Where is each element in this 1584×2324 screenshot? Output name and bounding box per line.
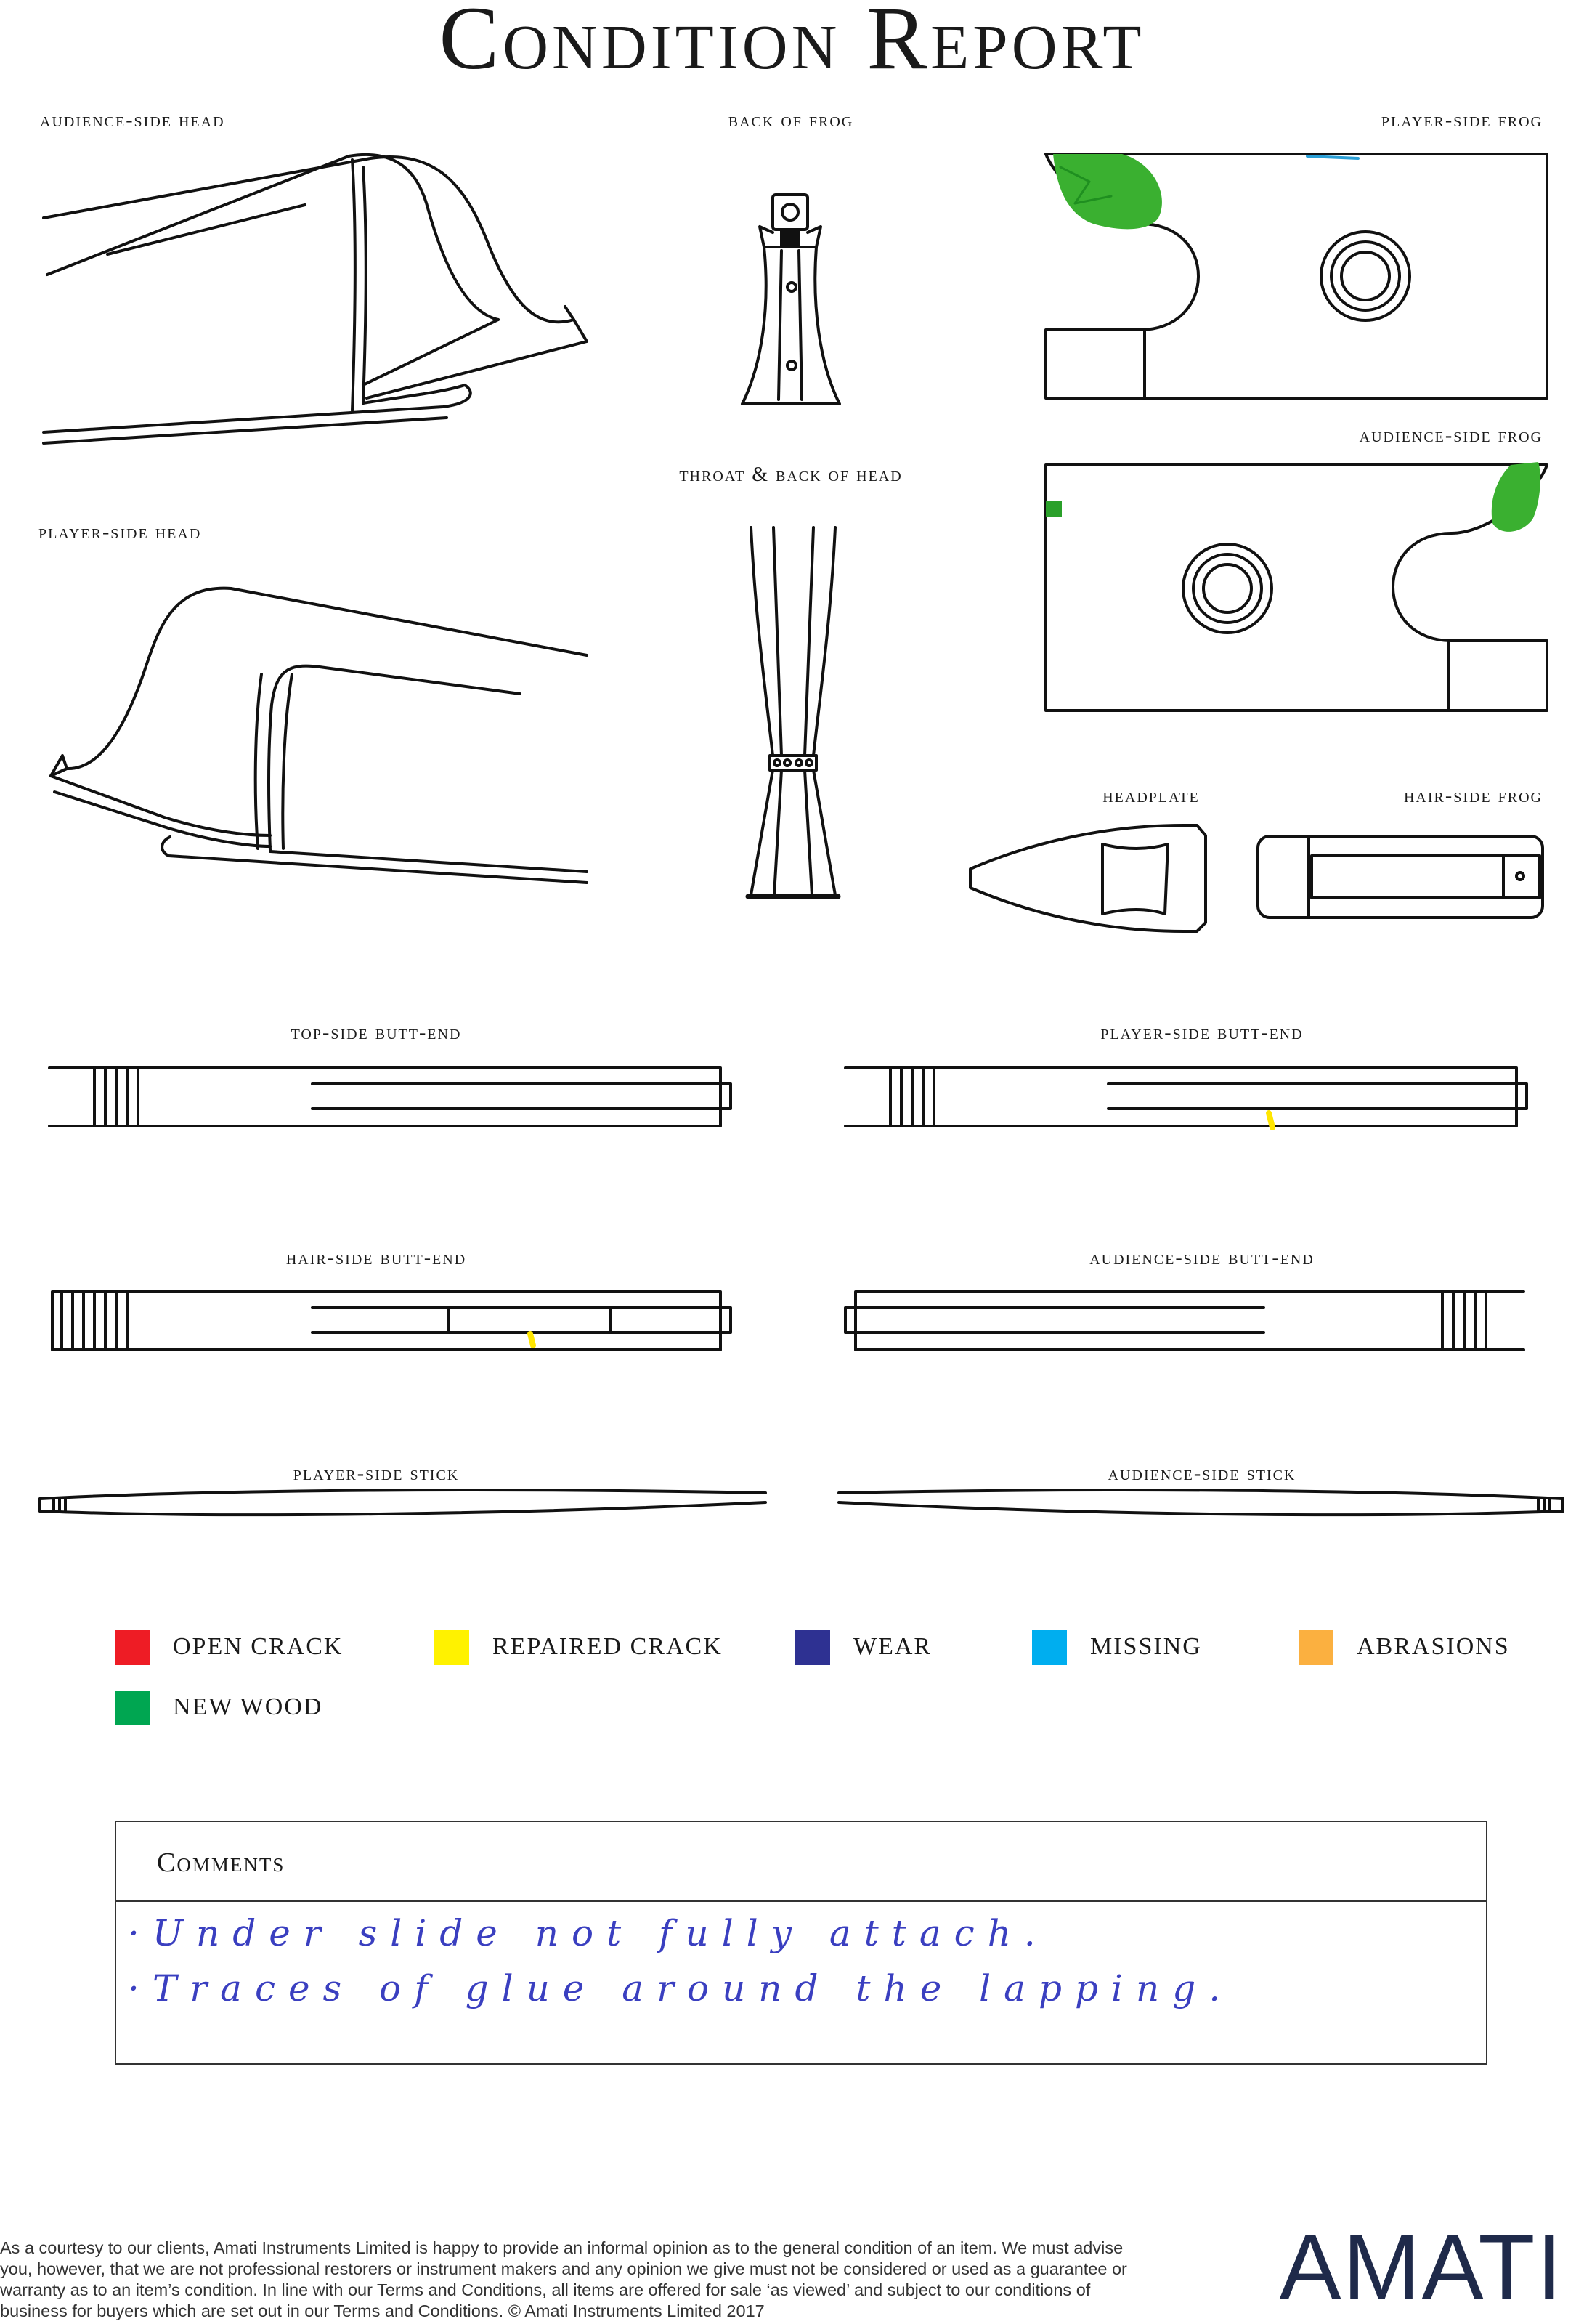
label-player-side-stick: player-side stick bbox=[293, 1462, 460, 1485]
label-audience-side-stick: audience-side stick bbox=[1108, 1462, 1296, 1485]
hair-side-frog-drawing bbox=[1258, 836, 1543, 918]
label-hair-side-frog: hair-side frog bbox=[1403, 785, 1543, 807]
legend-label-repaired-crack: REPAIRED CRACK bbox=[492, 1633, 723, 1660]
audience-side-butt-end-drawing bbox=[845, 1292, 1524, 1350]
player-side-stick-drawing bbox=[40, 1490, 765, 1515]
legend-label-new-wood: NEW WOOD bbox=[173, 1693, 323, 1720]
player-side-butt-end-drawing bbox=[845, 1068, 1527, 1126]
audience-side-head-drawing bbox=[44, 155, 587, 443]
label-top-side-butt-end: top-side butt-end bbox=[291, 1021, 462, 1044]
comments-box bbox=[115, 1821, 1487, 2065]
legend-label-wear: WEAR bbox=[853, 1633, 933, 1660]
back-of-frog-drawing bbox=[742, 195, 840, 404]
label-player-side-butt-end: player-side butt-end bbox=[1100, 1021, 1304, 1044]
label-headplate: headplate bbox=[1102, 785, 1200, 807]
label-hair-side-butt-end: hair-side butt-end bbox=[285, 1247, 467, 1269]
throat-back-of-head-drawing bbox=[748, 527, 838, 896]
legend-label-missing: MISSING bbox=[1090, 1633, 1202, 1660]
comments-header bbox=[116, 1822, 1486, 1902]
audience-side-stick-drawing bbox=[839, 1490, 1563, 1515]
page-title: Condition Report bbox=[439, 0, 1145, 88]
player-side-butt-end-repaired-crack-mark bbox=[1269, 1113, 1272, 1127]
legend-swatch-new-wood bbox=[115, 1691, 150, 1725]
top-side-butt-end-drawing bbox=[49, 1068, 731, 1126]
audience-side-frog-drawing bbox=[1046, 465, 1547, 710]
legend-swatch-open-crack bbox=[115, 1630, 150, 1665]
comment-line-1: ·Under slide not fully attach. bbox=[128, 1912, 1049, 1954]
legend-swatch-wear bbox=[795, 1630, 830, 1665]
hair-side-butt-end-drawing bbox=[52, 1292, 731, 1350]
legend-swatch-repaired-crack bbox=[434, 1630, 469, 1665]
audience-side-frog-new-wood-mark bbox=[1046, 462, 1540, 532]
hair-side-butt-end-repaired-crack-mark bbox=[530, 1334, 533, 1345]
label-back-of-frog: back of frog bbox=[728, 109, 854, 131]
legend-swatch-missing bbox=[1032, 1630, 1067, 1665]
label-throat-back-of-head: throat & back of head bbox=[679, 463, 903, 486]
comment-line-2: ·Traces of glue around the lapping. bbox=[128, 1967, 1234, 2009]
label-audience-side-frog: audience-side frog bbox=[1359, 424, 1543, 447]
label-audience-side-butt-end: audience-side butt-end bbox=[1089, 1247, 1315, 1269]
comments-title: Comments bbox=[157, 1847, 285, 1878]
brand-logo-text: AMATI bbox=[1279, 2216, 1564, 2320]
label-player-side-head: player-side head bbox=[38, 521, 202, 543]
legend-swatch-abrasions bbox=[1299, 1630, 1333, 1665]
legend-label-open-crack: OPEN CRACK bbox=[173, 1633, 344, 1660]
label-audience-side-head: audience-side head bbox=[40, 109, 225, 131]
player-side-frog-new-wood-mark bbox=[1053, 154, 1358, 229]
player-side-head-drawing bbox=[51, 588, 587, 883]
disclaimer-text: As a courtesy to our clients, Amati Instruments Limited is happy to provide an informal opinion as to the general condition of an item. We must advise you, however, that we are not professional restorers or instrument makers and any opinion we give must not be considered or used as a guarantee or warranty as to an item’s condition. In line with our Terms and Conditions, all items are offered for sale ‘as viewed’ and subject to our conditions of business for buyers which are set out in our Terms and Conditions. © Amati Instruments Limited 2017 bbox=[0, 2238, 1127, 2320]
legend-label-abrasions: ABRASIONS bbox=[1357, 1633, 1510, 1660]
headplate-drawing bbox=[970, 825, 1206, 931]
label-player-side-frog: player-side frog bbox=[1381, 109, 1543, 131]
